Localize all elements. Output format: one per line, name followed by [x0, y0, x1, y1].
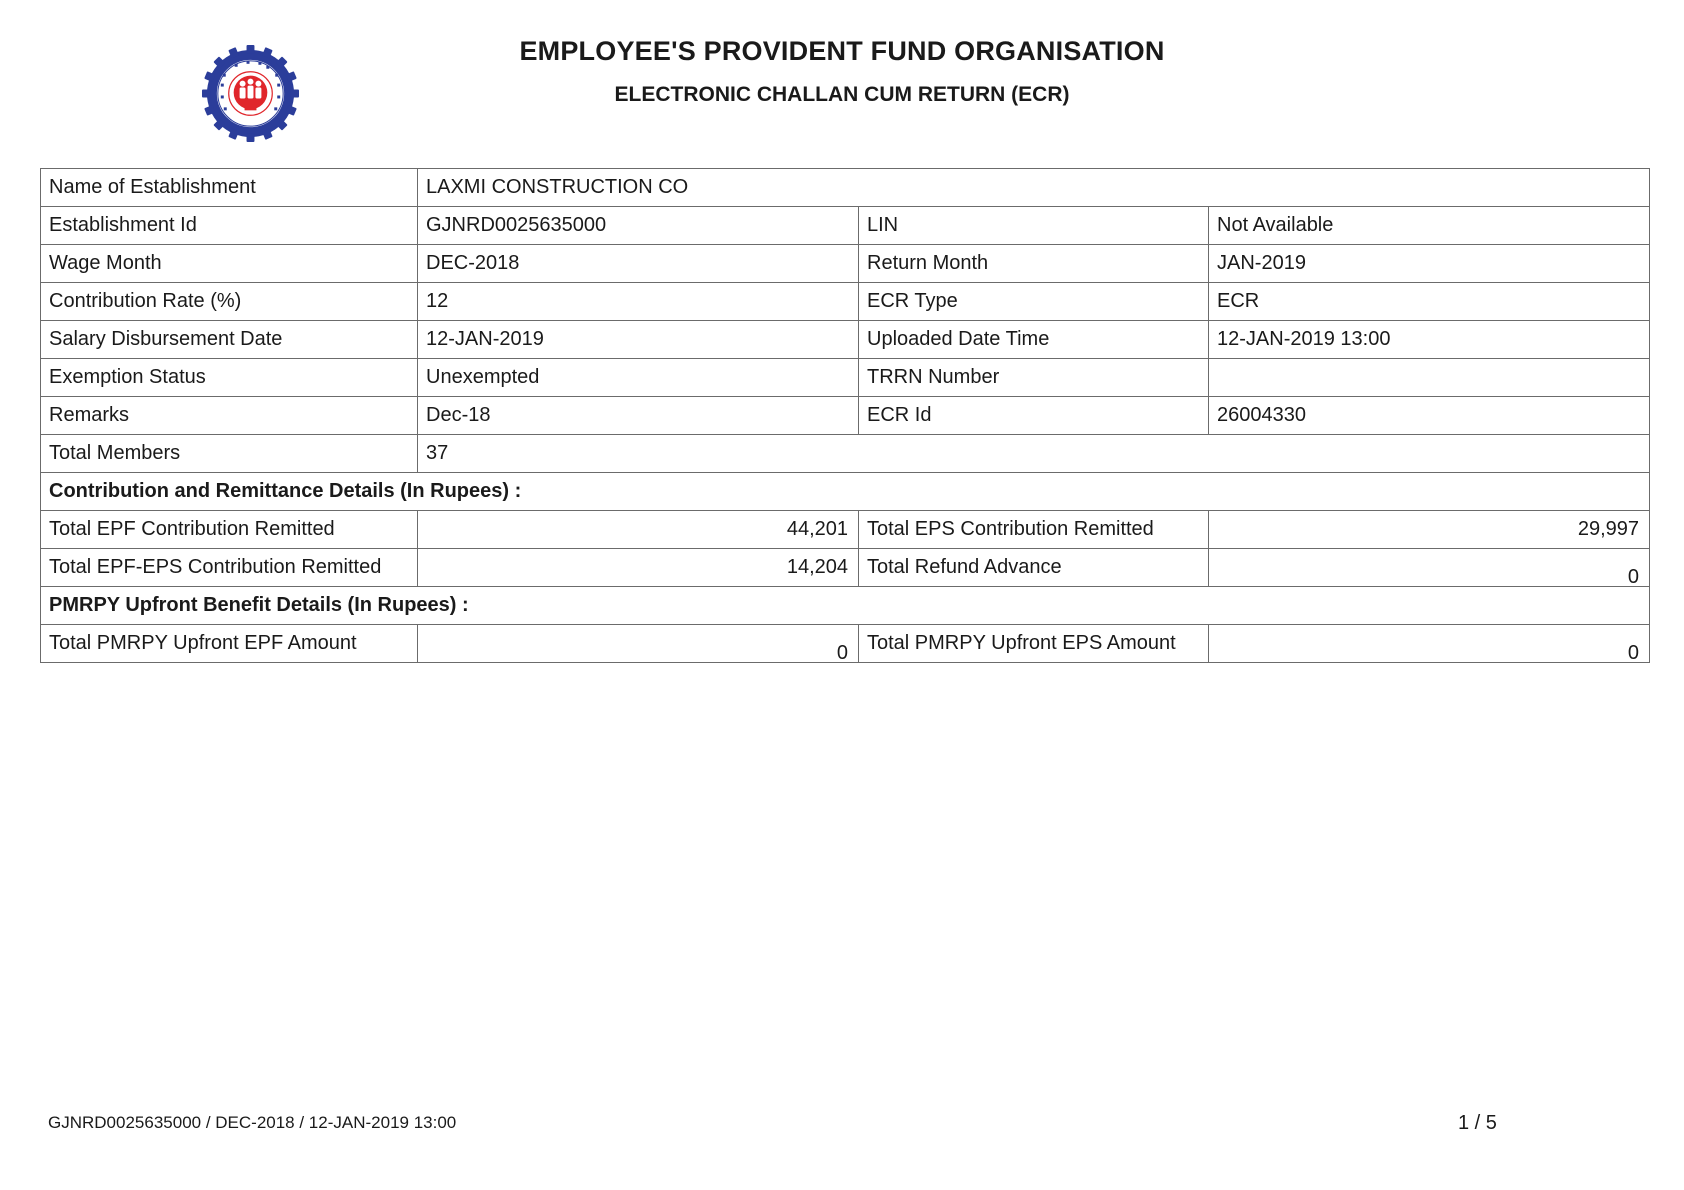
remarks-value: Dec-18	[418, 397, 859, 435]
table-row	[41, 473, 1650, 511]
uploaded-value: 12-JAN-2019 13:00	[1209, 321, 1650, 359]
remarks-label: Remarks	[41, 397, 418, 435]
page-subtitle: ELECTRONIC CHALLAN CUM RETURN (ECR)	[614, 83, 1070, 106]
members-label: Total Members	[41, 435, 418, 473]
eps-contribution-label: Total EPS Contribution Remitted	[859, 511, 1209, 549]
ecr-id-label: ECR Id	[859, 397, 1209, 435]
contribution-rate-value: 12	[418, 283, 859, 321]
eps-contribution-value: 29,997	[1209, 511, 1650, 549]
ecr-type-label: ECR Type	[859, 283, 1209, 321]
lin-value: Not Available	[1209, 207, 1650, 245]
table-row	[41, 321, 1650, 359]
pmrpy-epf-value: 0	[418, 625, 859, 663]
exemption-value: Unexempted	[418, 359, 859, 397]
epf-eps-contribution-value: 14,204	[418, 549, 859, 587]
establishment-id-value: GJNRD0025635000	[418, 207, 859, 245]
pmrpy-eps-label: Total PMRPY Upfront EPS Amount	[859, 625, 1209, 663]
refund-advance-label: Total Refund Advance	[859, 549, 1209, 587]
trrn-label: TRRN Number	[859, 359, 1209, 397]
exemption-label: Exemption Status	[41, 359, 418, 397]
uploaded-label: Uploaded Date Time	[859, 321, 1209, 359]
establishment-name-label: Name of Establishment	[41, 169, 418, 207]
table-row	[41, 587, 1650, 625]
ecr-details-table	[40, 168, 1650, 663]
table-row	[41, 549, 1650, 587]
contribution-section-title: Contribution and Remittance Details (In Rupees) :	[41, 473, 1650, 511]
epf-contribution-value: 44,201	[418, 511, 859, 549]
establishment-id-label: Establishment Id	[41, 207, 418, 245]
ecr-type-value: ECR	[1209, 283, 1650, 321]
ecr-id-value: 26004330	[1209, 397, 1650, 435]
footer-reference: GJNRD0025635000 / DEC-2018 / 12-JAN-2019 13:00	[48, 1113, 457, 1132]
wage-month-value: DEC-2018	[418, 245, 859, 283]
lin-label: LIN	[859, 207, 1209, 245]
table-row	[41, 435, 1650, 473]
table-row	[41, 283, 1650, 321]
table-row	[41, 169, 1650, 207]
trrn-value	[1209, 359, 1650, 397]
table-row	[41, 625, 1650, 663]
wage-month-label: Wage Month	[41, 245, 418, 283]
table-row	[41, 359, 1650, 397]
refund-advance-value: 0	[1209, 549, 1650, 587]
contribution-rate-label: Contribution Rate (%)	[41, 283, 418, 321]
return-month-label: Return Month	[859, 245, 1209, 283]
epf-contribution-label: Total EPF Contribution Remitted	[41, 511, 418, 549]
epf-eps-contribution-label: Total EPF-EPS Contribution Remitted	[41, 549, 418, 587]
table-row	[41, 397, 1650, 435]
salary-date-value: 12-JAN-2019	[418, 321, 859, 359]
establishment-name-value: LAXMI CONSTRUCTION CO	[418, 169, 1650, 207]
table-row	[41, 207, 1650, 245]
members-value: 37	[418, 435, 1650, 473]
page-number: 1 / 5	[1458, 1112, 1497, 1134]
table-row	[41, 511, 1650, 549]
pmrpy-section-title: PMRPY Upfront Benefit Details (In Rupees) :	[41, 587, 1650, 625]
pmrpy-epf-label: Total PMRPY Upfront EPF Amount	[41, 625, 418, 663]
title-text: EMPLOYEE'S PROVIDENT FUND ORGANISATION	[519, 36, 1165, 66]
table-row	[41, 245, 1650, 283]
pmrpy-eps-value: 0	[1209, 625, 1650, 663]
return-month-value: JAN-2019	[1209, 245, 1650, 283]
salary-date-label: Salary Disbursement Date	[41, 321, 418, 359]
